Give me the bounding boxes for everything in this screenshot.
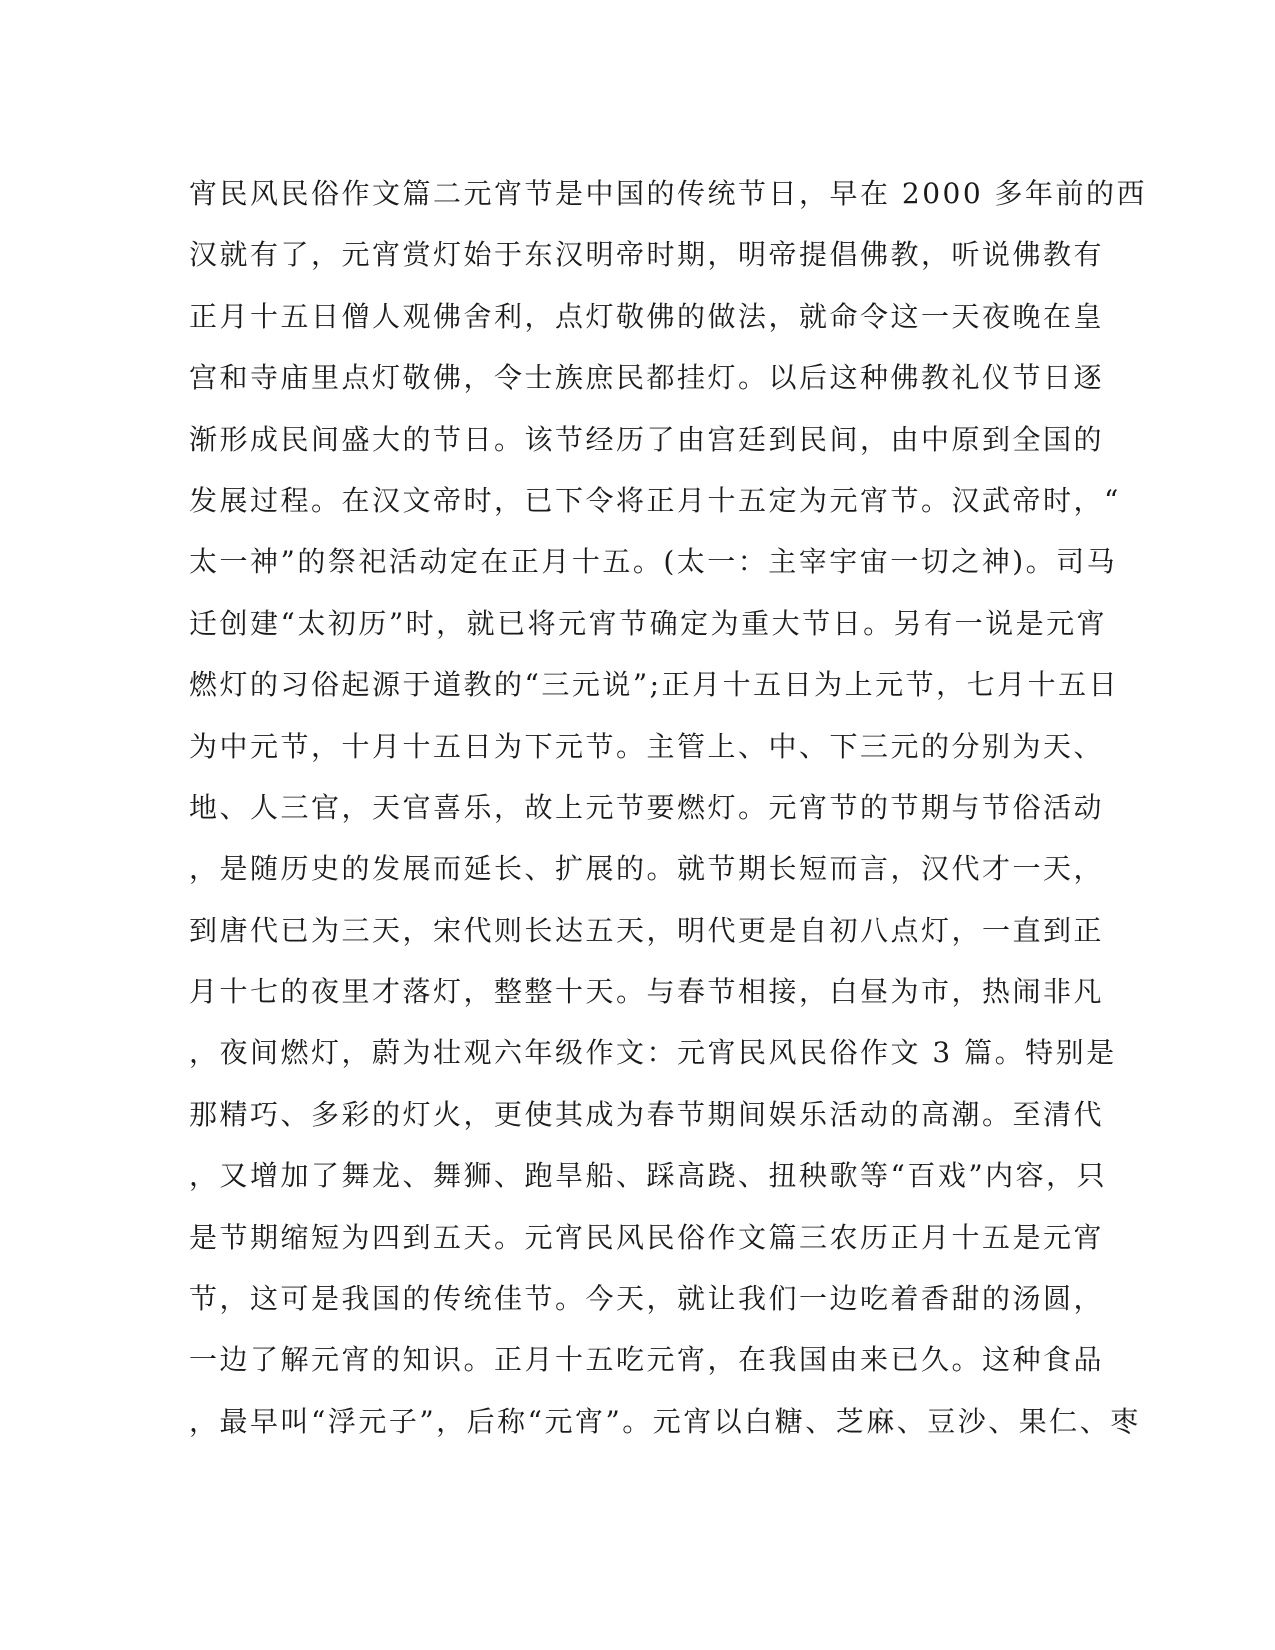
text-line: 月十七的夜里才落灯，整整十天。与春节相接，白昼为市，热闹非凡: [189, 975, 1105, 1009]
text-line: 到唐代已为三天，宋代则长达五天，明代更是自初八点灯，一直到正: [189, 913, 1105, 947]
text-line: 是节期缩短为四到五天。元宵民风民俗作文篇三农历正月十五是元宵: [189, 1220, 1105, 1254]
text-line: ，夜间燃灯，蔚为壮观六年级作文：元宵民风民俗作文 3 篇。特别是: [189, 1036, 1117, 1070]
text-line: 燃灯的习俗起源于道教的“三元说”;正月十五日为上元节，七月十五日: [189, 668, 1120, 702]
text-line: ，最早叫“浮元子”，后称“元宵”。元宵以白糖、芝麻、豆沙、果仁、枣: [189, 1404, 1141, 1438]
text-line: 汉就有了，元宵赏灯始于东汉明帝时期，明帝提倡佛教，听说佛教有: [189, 238, 1105, 272]
text-line: ，又增加了舞龙、舞狮、跑旱船、踩高跷、扭秧歌等“百戏”内容，只: [189, 1159, 1108, 1193]
text-line: 宵民风民俗作文篇二元宵节是中国的传统节日，早在 2000 多年前的西: [189, 177, 1148, 210]
text-line: 发展过程。在汉文帝时，已下令将正月十五定为元宵节。汉武帝时，“: [189, 483, 1121, 517]
text-line: 渐形成民间盛大的节日。该节经历了由宫廷到民间，由中原到全国的: [189, 422, 1105, 456]
body-text: [189, 163, 1148, 1452]
text-line: 地、人三官，天官喜乐，故上元节要燃灯。元宵节的节期与节俗活动: [189, 790, 1105, 824]
text-line: 那精巧、多彩的灯火，更使其成为春节期间娱乐活动的高潮。至清代: [189, 1097, 1105, 1131]
text-line: 一边了解元宵的知识。正月十五吃元宵，在我国由来已久。这种食品: [189, 1343, 1105, 1377]
text-line: ，是随历史的发展而延长、扩展的。就节期长短而言，汉代才一天，: [189, 852, 1105, 886]
text-line: 宫和寺庙里点灯敬佛，令士族庶民都挂灯。以后这种佛教礼仪节日逐: [189, 361, 1105, 395]
text-line: 为中元节，十月十五日为下元节。主管上、中、下三元的分别为天、: [189, 729, 1105, 763]
text-line: 太一神”的祭祀活动定在正月十五。(太一：主宰宇宙一切之神)。司马: [189, 545, 1118, 579]
text-line: 节，这可是我国的传统佳节。今天，就让我们一边吃着香甜的汤圆，: [189, 1282, 1105, 1316]
text-line: 正月十五日僧人观佛舍利，点灯敬佛的做法，就命令这一天夜晚在皇: [189, 299, 1105, 333]
text-line: 迁创建“太初历”时，就已将元宵节确定为重大节日。另有一说是元宵: [189, 606, 1108, 640]
